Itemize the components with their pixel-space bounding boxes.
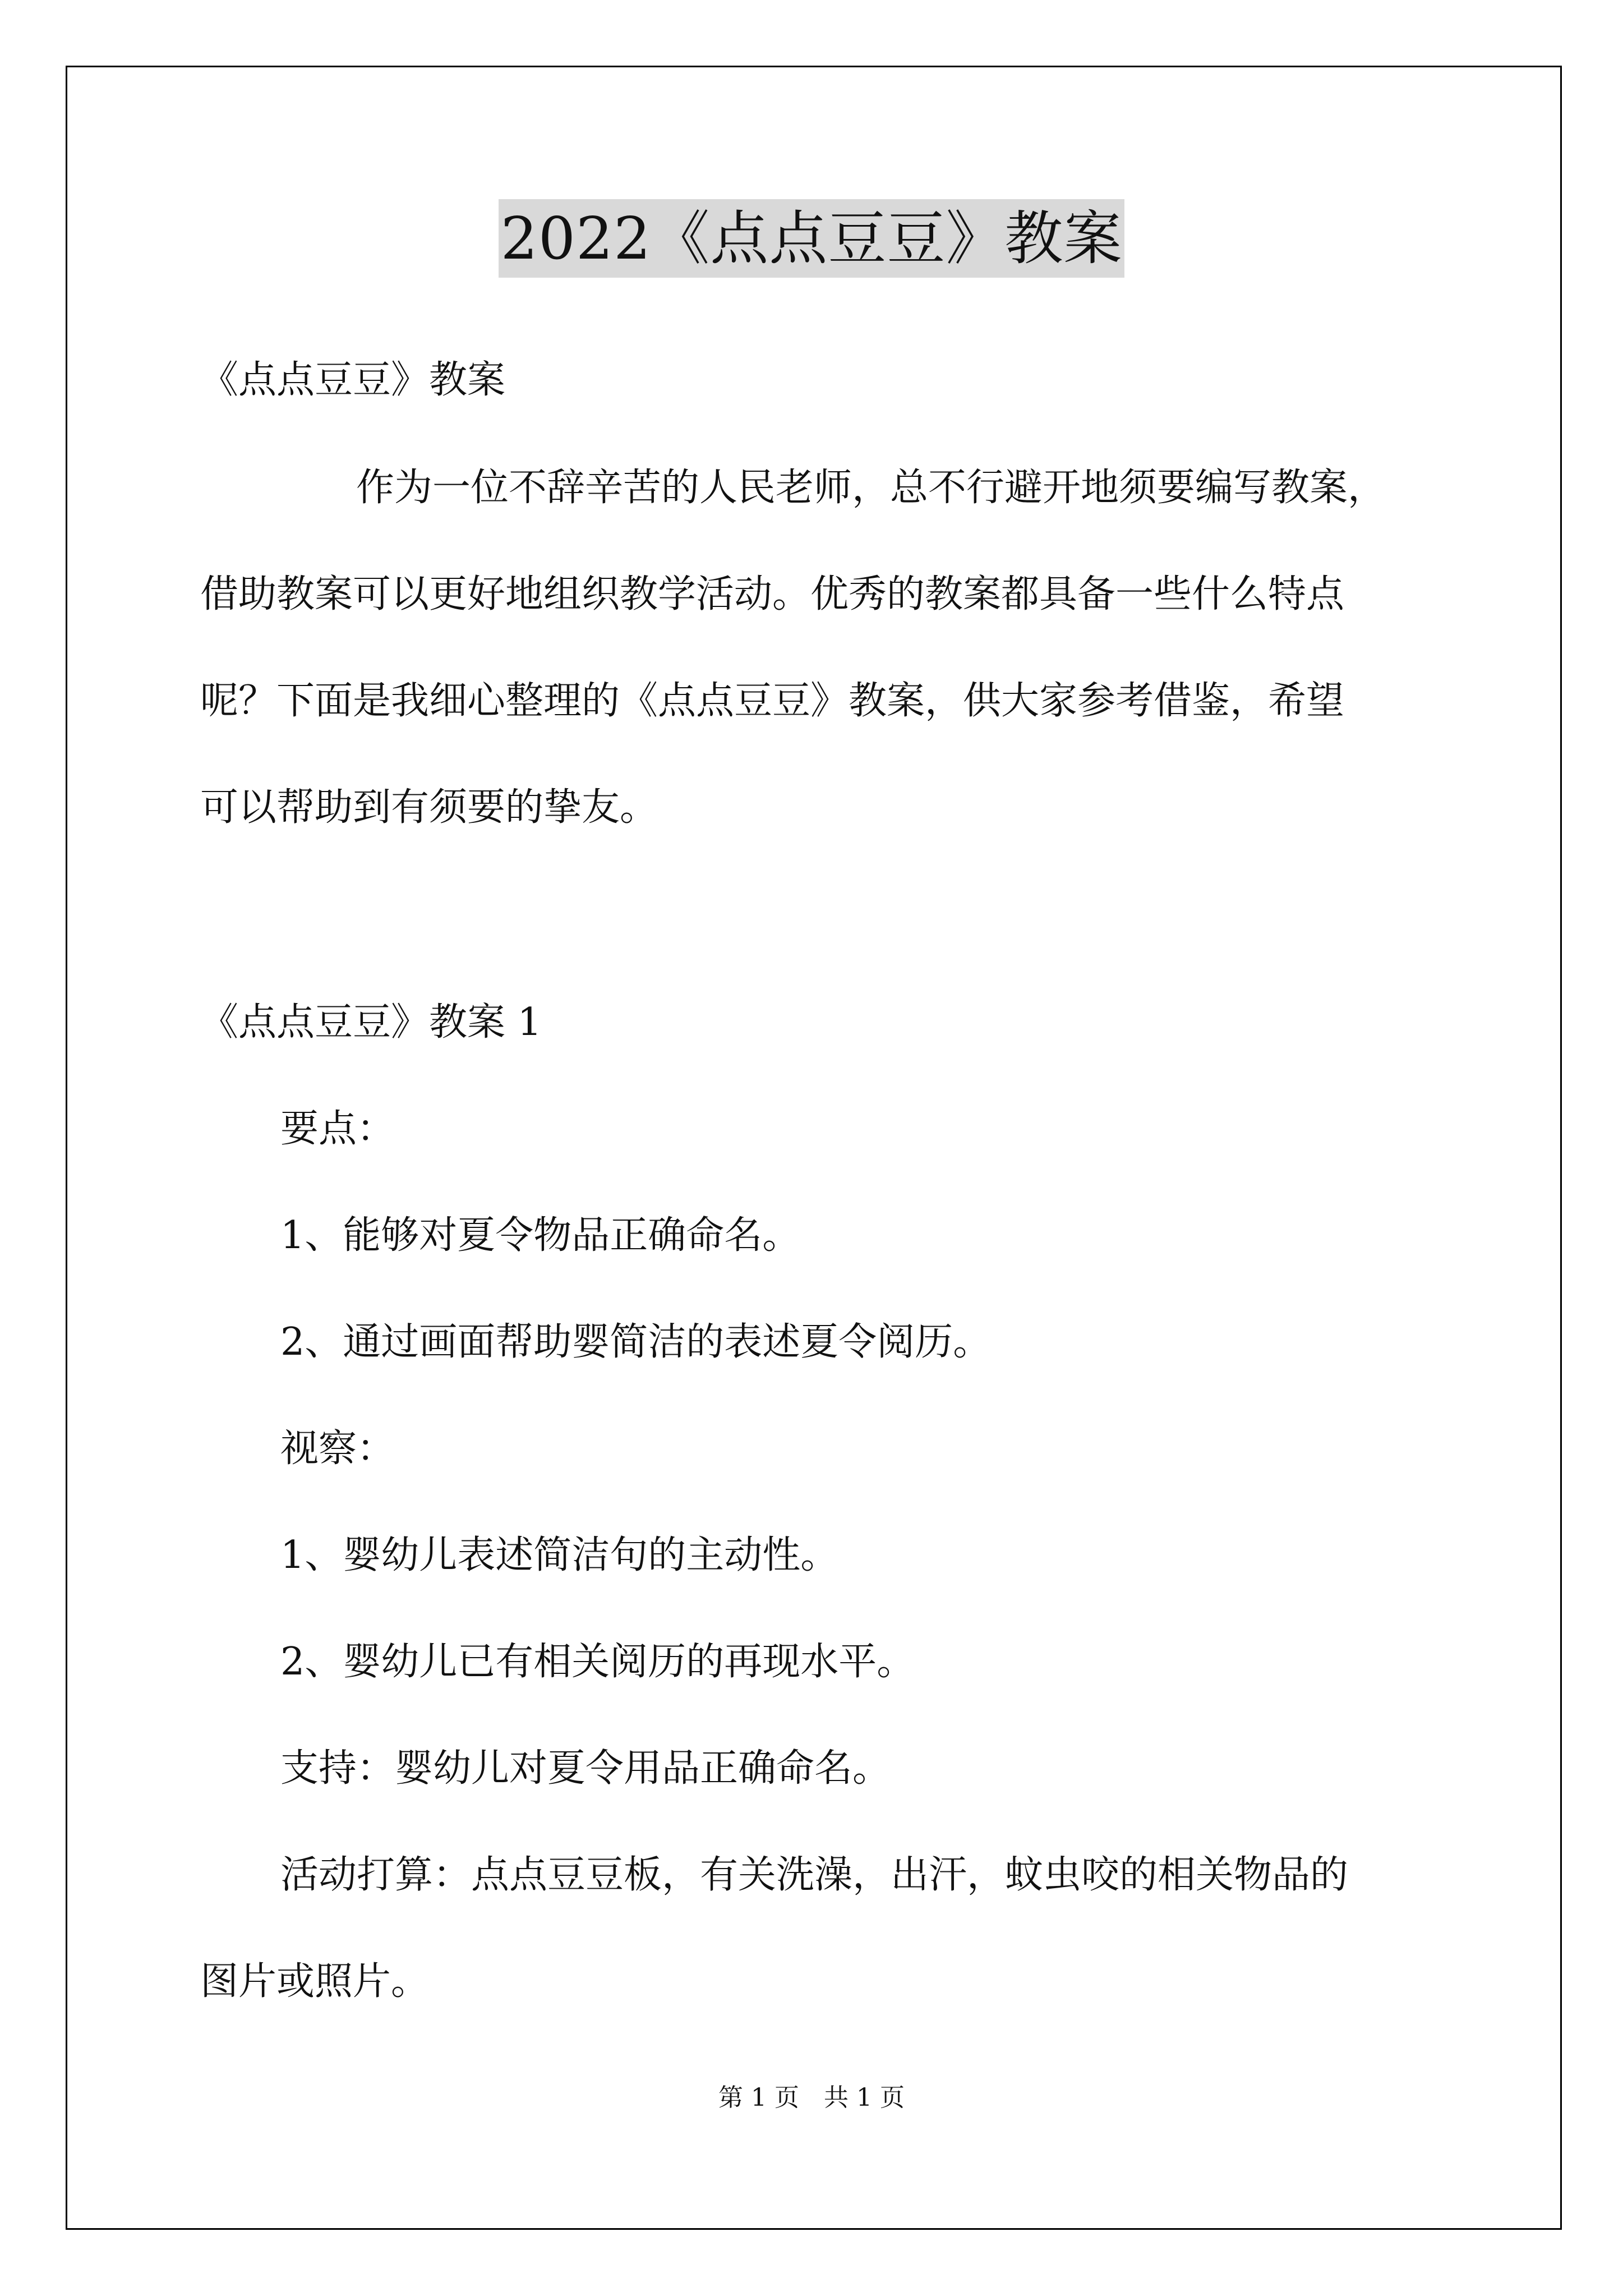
body-line: 视察： xyxy=(280,1427,395,1471)
document-subtitle: 《点点豆豆》教案 xyxy=(200,358,506,402)
section-heading: 《点点豆豆》教案 1 xyxy=(200,1000,542,1045)
body-line-last: 图片或照片。 xyxy=(200,1959,430,2004)
title-wrap xyxy=(0,199,1623,278)
body-line: 1、婴幼儿表述简洁句的主动性。 xyxy=(280,1533,839,1577)
intro-line: 借助教案可以更好地组织教学活动。优秀的教案都具备一些什么特点 xyxy=(200,572,1345,616)
page-footer: 第 1 页 共 1 页 xyxy=(718,2083,905,2112)
body-line: 支持：婴幼儿对夏令用品正确命名。 xyxy=(280,1746,891,1791)
body-line: 要点： xyxy=(280,1107,395,1151)
intro-line: 作为一位不辞辛苦的人民老师，总不行避开地须要编写教案， xyxy=(356,466,1386,510)
intro-line: 呢？下面是我细心整理的《点点豆豆》教案，供大家参考借鉴，希望 xyxy=(200,679,1345,723)
body-line: 活动打算：点点豆豆板，有关洗澡，出汗，蚊虫咬的相关物品的 xyxy=(280,1853,1349,1897)
intro-line: 可以帮助到有须要的挚友。 xyxy=(200,785,658,830)
body-line: 2、通过画面帮助婴简洁的表述夏令阅历。 xyxy=(280,1320,992,1364)
body-line: 1、能够对夏令物品正确命名。 xyxy=(280,1213,801,1258)
document-title: 2022《点点豆豆》教案 xyxy=(499,199,1125,278)
body-line: 2、婴幼儿已有相关阅历的再现水平。 xyxy=(280,1640,915,1684)
